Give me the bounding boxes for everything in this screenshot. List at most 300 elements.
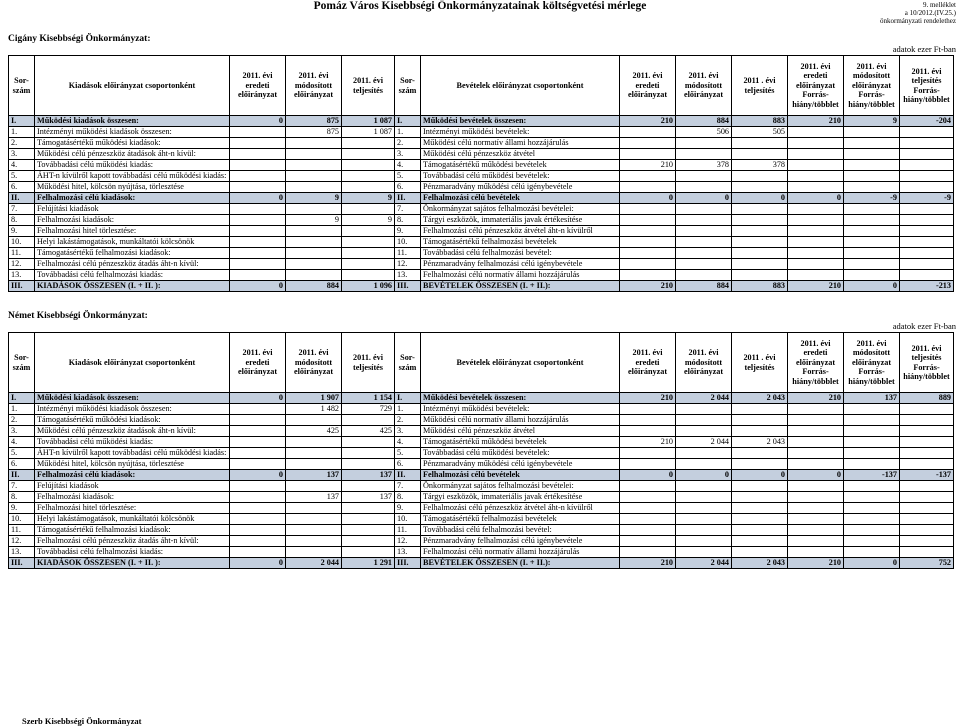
revenue-actual-cell <box>732 536 788 547</box>
expense-modified-cell <box>286 459 342 470</box>
row-number-cell: 5. <box>9 448 35 459</box>
row-number-cell: 7. <box>9 481 35 492</box>
revenue-label-cell: Pénzmaradvány felhalmozási célú igénybevétele <box>421 259 620 270</box>
expense-modified-cell <box>286 481 342 492</box>
balance-original-cell <box>788 536 844 547</box>
table-row <box>9 437 954 448</box>
revenue-original-cell: 0 <box>620 193 676 204</box>
expense-label-cell: Felújítási kiadások <box>35 481 230 492</box>
table-row <box>9 514 954 525</box>
header-kiadasok: Kiadások előirányzat csoportonként <box>35 333 230 393</box>
expense-original-cell <box>230 237 286 248</box>
balance-original-cell <box>788 481 844 492</box>
expense-label-cell: Felhalmozási hitel törlesztése: <box>35 226 230 237</box>
expense-actual-cell <box>342 138 395 149</box>
section-title: Szerb Kisebbségi Önkormányzat <box>22 716 142 726</box>
expense-modified-cell: 1 907 <box>286 393 342 404</box>
revenue-actual-cell <box>732 481 788 492</box>
row-number-cell: I. <box>9 393 35 404</box>
budget-table-nemet <box>8 332 954 569</box>
balance-modified-cell <box>844 160 900 171</box>
expense-original-cell <box>230 503 286 514</box>
expense-original-cell: 0 <box>230 193 286 204</box>
revenue-original-cell <box>620 215 676 226</box>
expense-modified-cell <box>286 270 342 281</box>
balance-actual-cell <box>900 426 954 437</box>
expense-original-cell <box>230 149 286 160</box>
row-number-cell: I. <box>9 116 35 127</box>
expense-label-cell: Felhalmozási célú kiadások: <box>35 193 230 204</box>
expense-actual-cell <box>342 248 395 259</box>
balance-actual-cell <box>900 514 954 525</box>
row-number-cell: 5. <box>9 171 35 182</box>
expense-actual-cell: 1 154 <box>342 393 395 404</box>
revenue-actual-cell <box>732 492 788 503</box>
revenue-actual-cell: 378 <box>732 160 788 171</box>
balance-actual-cell <box>900 237 954 248</box>
revenue-modified-cell <box>676 149 732 160</box>
revenue-original-cell <box>620 426 676 437</box>
revenue-actual-cell <box>732 503 788 514</box>
row-number-cell: III. <box>9 281 35 292</box>
expense-actual-cell <box>342 204 395 215</box>
table-row <box>9 281 954 292</box>
revenue-actual-cell: 883 <box>732 281 788 292</box>
revenue-label-cell: Felhalmozási célú bevételek <box>421 193 620 204</box>
revenue-modified-cell <box>676 248 732 259</box>
revenue-original-cell: 210 <box>620 437 676 448</box>
revenue-actual-cell: 2 043 <box>732 437 788 448</box>
table-row <box>9 270 954 281</box>
revenue-label-cell: Továbbadási célú működési bevételek: <box>421 171 620 182</box>
expense-actual-cell <box>342 536 395 547</box>
table-row <box>9 393 954 404</box>
expense-label-cell: KIADÁSOK ÖSSZESEN (I. + II. ): <box>35 558 230 569</box>
balance-modified-cell <box>844 448 900 459</box>
expense-modified-cell <box>286 437 342 448</box>
row-number-cell: 13. <box>9 547 35 558</box>
balance-modified-cell: -9 <box>844 193 900 204</box>
row-number-cell: 11. <box>395 525 421 536</box>
balance-original-cell <box>788 237 844 248</box>
balance-original-cell <box>788 426 844 437</box>
balance-original-cell: 210 <box>788 393 844 404</box>
revenue-actual-cell: 883 <box>732 116 788 127</box>
header-modositott: 2011. évi módosított előirányzat <box>676 56 732 116</box>
revenue-label-cell: Felhalmozási célú normatív állami hozzájárulás <box>421 547 620 558</box>
row-number-cell: 6. <box>9 459 35 470</box>
annex-line: a 10/2012.(IV.25.) <box>904 9 956 17</box>
expense-modified-cell: 875 <box>286 116 342 127</box>
balance-original-cell: 210 <box>788 281 844 292</box>
expense-modified-cell <box>286 503 342 514</box>
expense-label-cell: Továbbadási célú felhalmozási kiadás: <box>35 547 230 558</box>
row-number-cell: 9. <box>395 226 421 237</box>
balance-modified-cell <box>844 182 900 193</box>
expense-original-cell <box>230 415 286 426</box>
header-modositott: 2011. évi módosított előirányzat <box>286 56 342 116</box>
header-modositott: 2011. évi módosított előirányzat <box>676 333 732 393</box>
balance-original-cell <box>788 547 844 558</box>
expense-original-cell <box>230 248 286 259</box>
revenue-actual-cell <box>732 226 788 237</box>
expense-modified-cell <box>286 525 342 536</box>
revenue-modified-cell <box>676 514 732 525</box>
balance-modified-cell <box>844 514 900 525</box>
revenue-actual-cell <box>732 237 788 248</box>
balance-original-cell: 0 <box>788 470 844 481</box>
balance-original-cell <box>788 127 844 138</box>
revenue-actual-cell <box>732 138 788 149</box>
expense-modified-cell <box>286 160 342 171</box>
row-number-cell: II. <box>395 470 421 481</box>
revenue-original-cell <box>620 547 676 558</box>
balance-modified-cell <box>844 459 900 470</box>
expense-modified-cell <box>286 536 342 547</box>
expense-original-cell <box>230 171 286 182</box>
expense-modified-cell: 9 <box>286 193 342 204</box>
row-number-cell: I. <box>395 393 421 404</box>
balance-actual-cell <box>900 149 954 160</box>
expense-actual-cell: 729 <box>342 404 395 415</box>
expense-actual-cell: 1 096 <box>342 281 395 292</box>
header-teljesites: 2011. évi teljesítés <box>342 333 395 393</box>
balance-modified-cell <box>844 259 900 270</box>
expense-label-cell: KIADÁSOK ÖSSZESEN (I. + II. ): <box>35 281 230 292</box>
revenue-label-cell: Támogatásértékű felhalmozási bevételek <box>421 237 620 248</box>
table-row <box>9 226 954 237</box>
balance-actual-cell <box>900 459 954 470</box>
row-number-cell: 12. <box>9 259 35 270</box>
balance-original-cell <box>788 448 844 459</box>
balance-actual-cell <box>900 171 954 182</box>
expense-modified-cell: 884 <box>286 281 342 292</box>
balance-actual-cell <box>900 270 954 281</box>
row-number-cell: 1. <box>9 127 35 138</box>
revenue-label-cell: Tárgyi eszközök, immateriális javak értékesítése <box>421 492 620 503</box>
balance-modified-cell: 0 <box>844 281 900 292</box>
revenue-modified-cell <box>676 426 732 437</box>
expense-label-cell: Működési hitel, kölcsön nyújtása, törlesztése <box>35 182 230 193</box>
balance-modified-cell: 9 <box>844 116 900 127</box>
balance-modified-cell <box>844 404 900 415</box>
revenue-original-cell <box>620 248 676 259</box>
balance-modified-cell <box>844 415 900 426</box>
revenue-original-cell <box>620 503 676 514</box>
row-number-cell: 9. <box>9 226 35 237</box>
expense-label-cell: ÁHT-n kívülről kapott továbbadási célú működési kiadás: <box>35 448 230 459</box>
balance-modified-cell <box>844 226 900 237</box>
header-sorszam: Sor-szám <box>395 56 421 116</box>
balance-original-cell <box>788 160 844 171</box>
revenue-actual-cell <box>732 547 788 558</box>
balance-original-cell: 0 <box>788 193 844 204</box>
expense-original-cell <box>230 204 286 215</box>
header-forras-modositott: 2011. évi módosított előirányzat Forrás-hiány/többlet <box>844 333 900 393</box>
revenue-modified-cell <box>676 492 732 503</box>
revenue-original-cell: 210 <box>620 393 676 404</box>
row-number-cell: 4. <box>395 437 421 448</box>
table-row <box>9 237 954 248</box>
revenue-modified-cell: 506 <box>676 127 732 138</box>
expense-label-cell: Támogatásértékű felhalmozási kiadások: <box>35 248 230 259</box>
table-row <box>9 459 954 470</box>
expense-modified-cell <box>286 237 342 248</box>
expense-actual-cell <box>342 171 395 182</box>
balance-modified-cell <box>844 138 900 149</box>
row-number-cell: 13. <box>395 270 421 281</box>
table-row <box>9 503 954 514</box>
row-number-cell: 4. <box>395 160 421 171</box>
expense-original-cell <box>230 514 286 525</box>
balance-original-cell: 210 <box>788 116 844 127</box>
balance-actual-cell <box>900 215 954 226</box>
revenue-actual-cell: 505 <box>732 127 788 138</box>
row-number-cell: 2. <box>395 138 421 149</box>
revenue-label-cell: Működési célú pénzeszköz átvétel <box>421 149 620 160</box>
revenue-actual-cell <box>732 426 788 437</box>
balance-actual-cell <box>900 503 954 514</box>
expense-original-cell <box>230 459 286 470</box>
annex-line: önkormányzati rendelethez <box>880 17 956 25</box>
expense-modified-cell: 137 <box>286 492 342 503</box>
balance-original-cell <box>788 270 844 281</box>
expense-modified-cell <box>286 514 342 525</box>
revenue-modified-cell: 378 <box>676 160 732 171</box>
table-row <box>9 448 954 459</box>
expense-actual-cell: 1 087 <box>342 116 395 127</box>
table-row <box>9 248 954 259</box>
revenue-modified-cell <box>676 215 732 226</box>
header-eredeti: 2011. évi eredeti előirányzat <box>230 56 286 116</box>
balance-actual-cell <box>900 547 954 558</box>
header-sorszam: Sor-szám <box>9 333 35 393</box>
revenue-original-cell <box>620 138 676 149</box>
revenue-original-cell: 210 <box>620 116 676 127</box>
expense-modified-cell: 2 044 <box>286 558 342 569</box>
revenue-label-cell: Működési bevételek összesen: <box>421 116 620 127</box>
row-number-cell: 8. <box>395 215 421 226</box>
balance-modified-cell <box>844 149 900 160</box>
revenue-original-cell <box>620 459 676 470</box>
expense-original-cell <box>230 481 286 492</box>
revenue-actual-cell: 2 043 <box>732 558 788 569</box>
row-number-cell: 6. <box>9 182 35 193</box>
expense-original-cell: 0 <box>230 116 286 127</box>
header-bevetelek: Bevételek előirányzat csoportonként <box>421 333 620 393</box>
expense-label-cell: Működési kiadások összesen: <box>35 393 230 404</box>
row-number-cell: 13. <box>395 547 421 558</box>
row-number-cell: 7. <box>9 204 35 215</box>
revenue-original-cell <box>620 525 676 536</box>
header-bevetelek: Bevételek előirányzat csoportonként <box>421 56 620 116</box>
expense-actual-cell <box>342 149 395 160</box>
revenue-modified-cell <box>676 459 732 470</box>
balance-actual-cell: -9 <box>900 193 954 204</box>
expense-actual-cell <box>342 415 395 426</box>
row-number-cell: 10. <box>395 514 421 525</box>
revenue-label-cell: Működési célú normatív állami hozzájárulás <box>421 138 620 149</box>
revenue-label-cell: Felhalmozási célú bevételek <box>421 470 620 481</box>
balance-original-cell <box>788 182 844 193</box>
expense-original-cell <box>230 127 286 138</box>
revenue-actual-cell <box>732 459 788 470</box>
expense-label-cell: Továbbadási célú felhalmozási kiadás: <box>35 270 230 281</box>
row-number-cell: 9. <box>9 503 35 514</box>
table-row <box>9 415 954 426</box>
revenue-actual-cell: 0 <box>732 470 788 481</box>
revenue-modified-cell <box>676 525 732 536</box>
revenue-label-cell: BEVÉTELEK ÖSSZESEN (I. + II.): <box>421 558 620 569</box>
balance-actual-cell <box>900 481 954 492</box>
balance-actual-cell: -137 <box>900 470 954 481</box>
expense-label-cell: Továbbadási célú működési kiadás: <box>35 160 230 171</box>
expense-actual-cell <box>342 459 395 470</box>
revenue-label-cell: Intézményi működési bevételek: <box>421 404 620 415</box>
revenue-modified-cell <box>676 226 732 237</box>
expense-actual-cell: 137 <box>342 492 395 503</box>
row-number-cell: III. <box>9 558 35 569</box>
header-forras-teljesites: 2011. évi teljesítés Forrás-hiány/többlet <box>900 333 954 393</box>
expense-original-cell: 0 <box>230 393 286 404</box>
balance-actual-cell <box>900 138 954 149</box>
row-number-cell: 11. <box>9 248 35 259</box>
balance-modified-cell <box>844 237 900 248</box>
expense-actual-cell <box>342 182 395 193</box>
expense-original-cell <box>230 448 286 459</box>
expense-actual-cell: 137 <box>342 470 395 481</box>
balance-original-cell <box>788 459 844 470</box>
expense-label-cell: Támogatásértékű működési kiadások: <box>35 138 230 149</box>
expense-actual-cell: 9 <box>342 215 395 226</box>
row-number-cell: 8. <box>9 492 35 503</box>
revenue-original-cell: 210 <box>620 558 676 569</box>
annex-line: 9. melléklet <box>922 1 956 9</box>
expense-label-cell: Felhalmozási célú kiadások: <box>35 470 230 481</box>
balance-modified-cell <box>844 481 900 492</box>
balance-original-cell <box>788 226 844 237</box>
expense-modified-cell <box>286 547 342 558</box>
table-row <box>9 138 954 149</box>
balance-original-cell <box>788 437 844 448</box>
revenue-label-cell: Továbbadási célú működési bevételek: <box>421 448 620 459</box>
row-number-cell: 12. <box>395 536 421 547</box>
balance-original-cell <box>788 171 844 182</box>
revenue-label-cell: Pénzmaradvány felhalmozási célú igénybevétele <box>421 536 620 547</box>
row-number-cell: 13. <box>9 270 35 281</box>
balance-original-cell <box>788 259 844 270</box>
revenue-original-cell <box>620 182 676 193</box>
balance-actual-cell <box>900 492 954 503</box>
revenue-modified-cell <box>676 138 732 149</box>
header-eredeti: 2011. évi eredeti előirányzat <box>620 333 676 393</box>
expense-label-cell: Intézményi működési kiadások összesen: <box>35 404 230 415</box>
expense-actual-cell <box>342 525 395 536</box>
table-row <box>9 215 954 226</box>
revenue-original-cell <box>620 481 676 492</box>
expense-label-cell: Intézményi működési kiadások összesen: <box>35 127 230 138</box>
balance-actual-cell: 752 <box>900 558 954 569</box>
expense-original-cell <box>230 525 286 536</box>
header-forras-modositott: 2011. évi módosított előirányzat Forrás-hiány/többlet <box>844 56 900 116</box>
row-number-cell: 7. <box>395 481 421 492</box>
table-row <box>9 404 954 415</box>
row-number-cell: 1. <box>395 404 421 415</box>
expense-original-cell <box>230 492 286 503</box>
expense-label-cell: Működési célú pénzeszköz átadások áht-n kívül: <box>35 149 230 160</box>
balance-modified-cell <box>844 437 900 448</box>
revenue-original-cell <box>620 237 676 248</box>
balance-actual-cell <box>900 259 954 270</box>
revenue-label-cell: Felhalmozási célú pénzeszköz átvétel áht-n kívülről <box>421 226 620 237</box>
balance-actual-cell <box>900 127 954 138</box>
expense-modified-cell <box>286 226 342 237</box>
expense-modified-cell <box>286 171 342 182</box>
balance-modified-cell <box>844 204 900 215</box>
expense-actual-cell <box>342 226 395 237</box>
expense-label-cell: Felhalmozási hitel törlesztése: <box>35 503 230 514</box>
balance-actual-cell <box>900 182 954 193</box>
header-forras-eredeti: 2011. évi eredeti előirányzat Forrás-hiány/többlet <box>788 333 844 393</box>
revenue-original-cell: 210 <box>620 160 676 171</box>
expense-actual-cell <box>342 270 395 281</box>
balance-modified-cell: -137 <box>844 470 900 481</box>
expense-actual-cell <box>342 160 395 171</box>
balance-modified-cell <box>844 215 900 226</box>
expense-actual-cell: 425 <box>342 426 395 437</box>
revenue-modified-cell <box>676 182 732 193</box>
balance-modified-cell <box>844 492 900 503</box>
revenue-label-cell: Továbbadási célú felhalmozási bevétel: <box>421 525 620 536</box>
table-row <box>9 160 954 171</box>
expense-actual-cell <box>342 237 395 248</box>
table-row <box>9 547 954 558</box>
balance-modified-cell <box>844 270 900 281</box>
revenue-original-cell <box>620 448 676 459</box>
balance-actual-cell <box>900 226 954 237</box>
row-number-cell: 2. <box>9 138 35 149</box>
expense-label-cell: Támogatásértékű felhalmozási kiadások: <box>35 525 230 536</box>
revenue-label-cell: Tárgyi eszközök, immateriális javak értékesítése <box>421 215 620 226</box>
table-row <box>9 259 954 270</box>
table-row <box>9 492 954 503</box>
revenue-label-cell: Továbbadási célú felhalmozási bevétel: <box>421 248 620 259</box>
revenue-actual-cell <box>732 149 788 160</box>
expense-label-cell: Helyi lakástámogatások, munkáltatói kölcsönök <box>35 514 230 525</box>
revenue-modified-cell: 0 <box>676 193 732 204</box>
balance-modified-cell <box>844 248 900 259</box>
row-number-cell: II. <box>9 193 35 204</box>
expense-modified-cell <box>286 204 342 215</box>
table-row <box>9 525 954 536</box>
revenue-actual-cell <box>732 415 788 426</box>
revenue-actual-cell <box>732 248 788 259</box>
expense-modified-cell <box>286 149 342 160</box>
balance-original-cell <box>788 248 844 259</box>
row-number-cell: 4. <box>9 160 35 171</box>
expense-modified-cell: 1 482 <box>286 404 342 415</box>
revenue-modified-cell <box>676 259 732 270</box>
balance-original-cell <box>788 514 844 525</box>
balance-actual-cell <box>900 160 954 171</box>
expense-modified-cell <box>286 182 342 193</box>
balance-original-cell <box>788 404 844 415</box>
table-row <box>9 426 954 437</box>
revenue-actual-cell <box>732 448 788 459</box>
expense-original-cell <box>230 259 286 270</box>
balance-original-cell <box>788 525 844 536</box>
table-row <box>9 182 954 193</box>
